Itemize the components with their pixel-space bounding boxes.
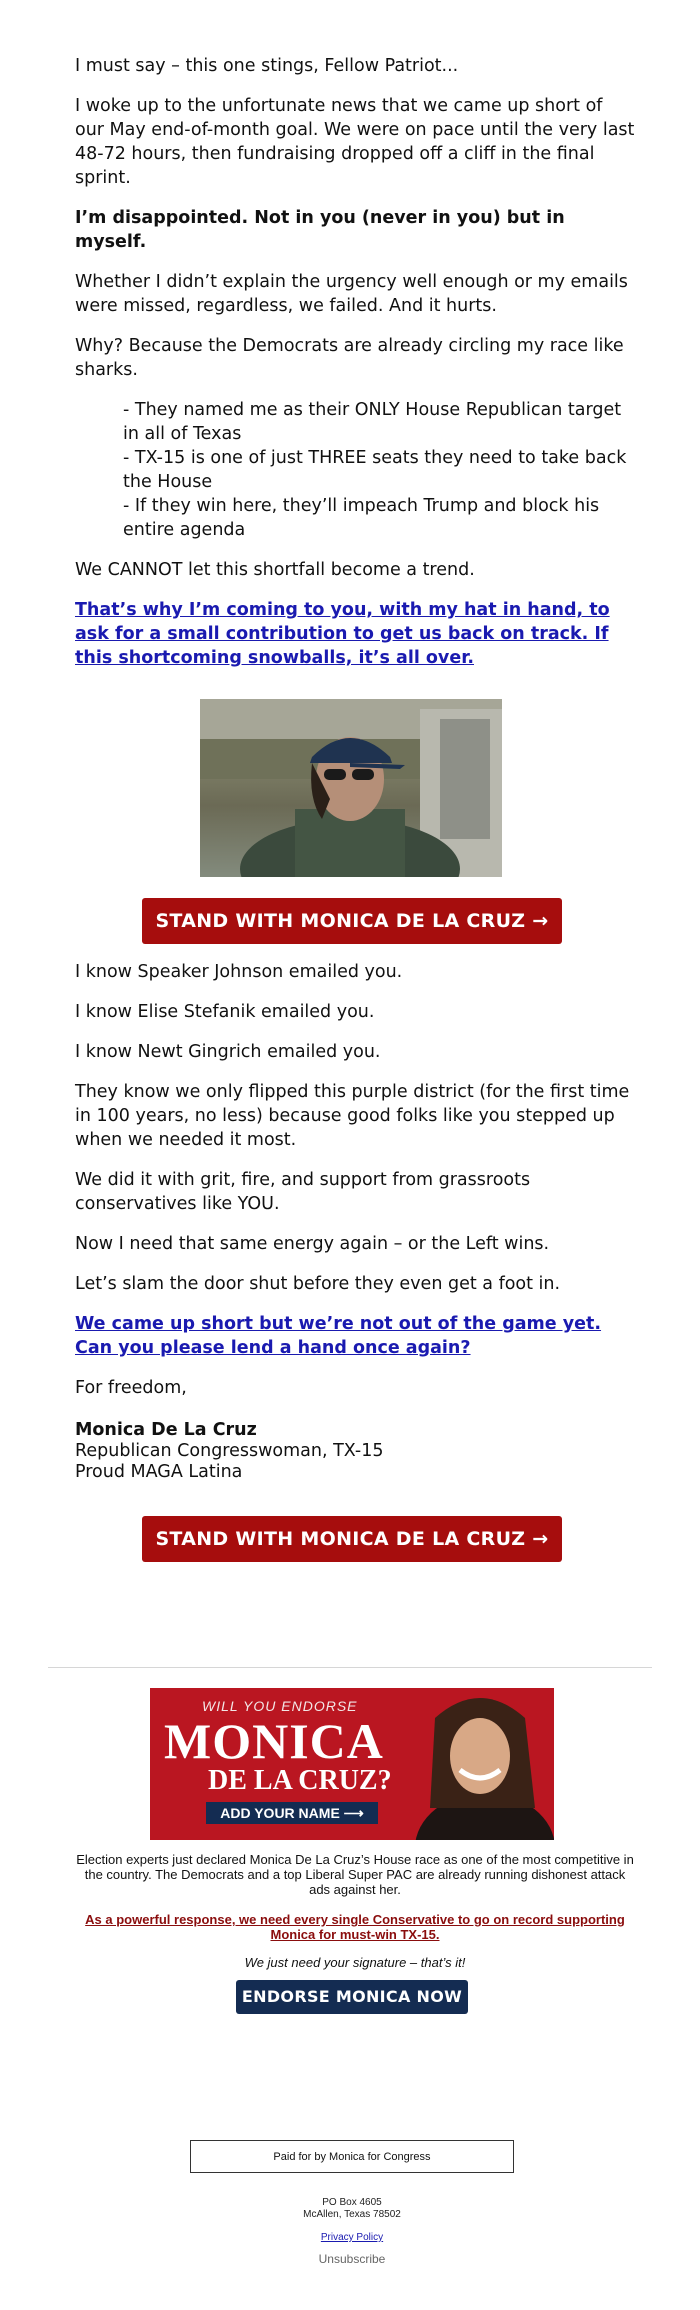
list-item: - They named me as their ONLY House Republican target in all of Texas: [123, 400, 622, 444]
signature-title: Republican Congresswoman, TX-15: [75, 1441, 384, 1461]
privacy-policy-link[interactable]: Privacy Policy: [320, 2232, 384, 2243]
address-line1: PO Box 4605: [322, 2197, 382, 2208]
paragraph-stefanik: I know Elise Stefanik emailed you.: [75, 1002, 375, 1022]
divider: [48, 1667, 652, 1668]
paragraph-gingrich: I know Newt Gingrich emailed you.: [75, 1042, 381, 1062]
candidate-photo-art: [200, 699, 502, 877]
signature-tagline: Proud MAGA Latina: [75, 1462, 243, 1482]
paragraph-sharks: Why? Because the Democrats are already circling my race like sharks.: [75, 336, 624, 380]
paragraph-flipped: They know we only flipped this purple district (for the first time in 100 years, no less) because good folks like you stepped up when we needed it most.: [75, 1082, 630, 1150]
paragraph-door: Let’s slam the door shut before they even get a foot in.: [75, 1274, 561, 1294]
stand-with-monica-button-bottom[interactable]: STAND WITH MONICA DE LA CRUZ →: [142, 1516, 562, 1562]
signature: [75, 1420, 635, 1483]
endorse-banner[interactable]: [150, 1688, 554, 1840]
endorse-link[interactable]: As a powerful response, we need every single Conservative to go on record supporting Monica for must-win TX-15.: [85, 1912, 625, 1942]
bullet-list: [123, 398, 635, 542]
banner-line1: WILL YOU ENDORSE: [202, 1698, 358, 1714]
email-body-continued: [75, 960, 635, 1483]
list-item: - If they win here, they’ll impeach Trump and block his entire agenda: [123, 496, 600, 540]
unsubscribe-link[interactable]: Unsubscribe: [318, 2252, 386, 2266]
paragraph-grit: We did it with grit, fire, and support from grassroots conservatives like YOU.: [75, 1170, 531, 1214]
lend-hand-link[interactable]: We came up short but we’re not out of the game yet. Can you please lend a hand once again?: [75, 1314, 602, 1358]
contribute-link[interactable]: That’s why I’m coming to you, with my hat in hand, to ask for a small contribution to get us back on track. If this shortcoming snowballs, it’s all over.: [75, 600, 610, 668]
closing: For freedom,: [75, 1378, 187, 1398]
greeting: I must say – this one stings, Fellow Patriot...: [75, 56, 459, 76]
candidate-photo: [200, 699, 502, 877]
paragraph-disappointed: I’m disappointed. Not in you (never in you) but in myself.: [75, 208, 565, 252]
stand-with-monica-button[interactable]: STAND WITH MONICA DE LA CRUZ →: [142, 898, 562, 944]
endorse-text: Election experts just declared Monica De La Cruz’s House race as one of the most competitive in the country. The Democrats and a top Liberal Super PAC are already running dishonest attack ads against her.: [76, 1852, 634, 1897]
banner-line3: DE LA CRUZ?: [208, 1765, 392, 1796]
paragraph-goal: I woke up to the unfortunate news that we came up short of our May end-of-month goal. We were on pace until the very last 48-72 hours, then fundraising dropped off a cliff in the final sprint.: [75, 96, 635, 188]
address-line2: McAllen, Texas 78502: [303, 2209, 401, 2220]
add-your-name-button[interactable]: ADD YOUR NAME ⟶: [206, 1802, 378, 1824]
endorse-note: We just need your signature – that’s it!: [244, 1955, 466, 1970]
list-item: - TX-15 is one of just THREE seats they need to take back the House: [123, 448, 627, 492]
paragraph-urgency: Whether I didn’t explain the urgency well enough or my emails were missed, regardless, we failed. And it hurts.: [75, 272, 628, 316]
paragraph-shortfall: We CANNOT let this shortfall become a trend.: [75, 560, 475, 580]
paragraph-johnson: I know Speaker Johnson emailed you.: [75, 962, 403, 982]
endorse-monica-button[interactable]: ENDORSE MONICA NOW: [236, 1980, 468, 2014]
signature-name: Monica De La Cruz: [75, 1420, 257, 1440]
banner-line2: MONICA: [164, 1713, 384, 1769]
paragraph-energy: Now I need that same energy again – or the Left wins.: [75, 1234, 550, 1254]
email-body: [75, 54, 635, 686]
paid-for-box: Paid for by Monica for Congress: [190, 2140, 514, 2173]
